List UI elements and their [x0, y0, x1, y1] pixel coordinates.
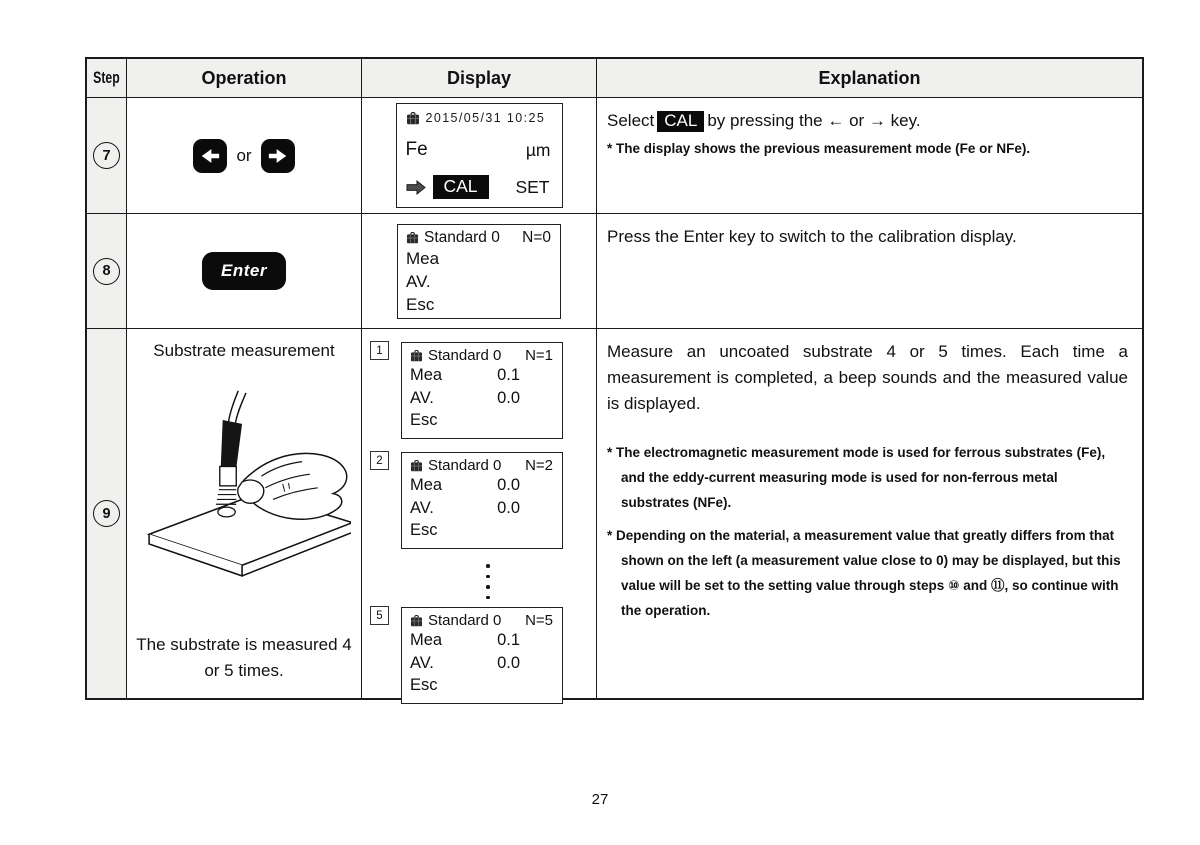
lcd-screen-menu: [396, 103, 563, 208]
operation-cell-7: [127, 98, 362, 214]
briefcase-grid-icon: [406, 232, 419, 244]
lcd-status-row: [406, 111, 553, 125]
procedure-table: [85, 57, 1144, 700]
lcd-n-count: N=0: [522, 228, 551, 246]
step-number-9: [93, 500, 120, 527]
lcd-mode-row: [406, 139, 553, 161]
lcd-esc-row: [406, 293, 552, 316]
lcd-panel-group-1: [368, 342, 563, 439]
operation-title: Substrate measurement: [153, 341, 335, 360]
right-arrow-key-icon: [261, 139, 295, 173]
lcd-mode-value: Fe: [405, 139, 428, 160]
display-cell-9: [362, 329, 597, 698]
thick-right-arrow-icon: [406, 180, 426, 195]
step-cell-9: [87, 329, 127, 698]
operation-cell-8: [127, 214, 362, 329]
lcd-mea-label: Mea: [410, 366, 443, 384]
explanation-line: [607, 108, 1128, 133]
lcd-mea-row: [410, 474, 554, 497]
note-previous-mode: * The display shows the previous measurement mode (Fe or NFe).: [607, 141, 1031, 156]
lcd-av-label: AV.: [406, 271, 431, 291]
lcd-panel-group-2: [368, 452, 563, 549]
briefcase-grid-icon: [406, 112, 420, 125]
lcd-standard-label: Standard 0: [428, 347, 502, 364]
briefcase-grid-icon: [410, 615, 423, 627]
col-header-step-label: Step: [93, 68, 120, 87]
left-arrow-key-icon: [193, 139, 227, 173]
panel-tag-1-digit: 1: [376, 344, 383, 357]
lcd-title-row: [410, 612, 554, 629]
lcd-standard-label: Standard 0: [424, 228, 500, 246]
explanation-cell-9: [597, 329, 1142, 698]
lcd-mea-row: [406, 247, 552, 270]
note-material-deviation: * Depending on the material, a measurement value that greatly differs from that shown on the left (a measurement value close to 0) may be displayed, but this value will be set to the setting value through steps ⑩ and ⑪, so continue with the operation.: [607, 528, 1121, 618]
step-number-9-digit: 9: [102, 505, 111, 522]
lcd-av-row: [410, 652, 554, 675]
lcd-esc-label: Esc: [410, 411, 438, 429]
lcd-cal-option: CAL: [433, 175, 489, 199]
operation-cell-9: [127, 329, 362, 698]
lcd-datetime: 2015/05/31 10:25: [425, 111, 546, 125]
panel-tag-2-digit: 2: [376, 454, 383, 467]
panel-tag-2: [370, 451, 389, 470]
lcd-esc-row: [410, 409, 554, 432]
col-header-operation-label: Operation: [201, 67, 287, 88]
explanation-text-post: by pressing the ← or → key.: [707, 111, 921, 130]
lcd-av-row: [410, 497, 554, 520]
col-header-explanation: [597, 59, 1142, 98]
explanation-cell-8: [597, 214, 1142, 329]
display-cell-8: [362, 214, 597, 329]
lcd-av-label: AV.: [410, 498, 434, 517]
lcd-n-count: N=5: [525, 612, 553, 629]
lcd-n-count: N=1: [525, 347, 553, 364]
lcd-title-row: [410, 347, 554, 364]
lcd-standard-label: Standard 0: [428, 457, 502, 474]
col-header-display: [362, 59, 597, 98]
step-number-7: [93, 142, 120, 169]
step-number-8: [93, 258, 120, 285]
or-label: or: [236, 145, 252, 165]
lcd-screen-n1: [401, 342, 563, 439]
lcd-mea-value: 0.1: [497, 366, 520, 384]
lcd-mea-label: Mea: [410, 476, 443, 494]
lcd-screen-n2: [401, 452, 563, 549]
display-cell-7: [362, 98, 597, 214]
step-cell-8: [87, 214, 127, 329]
panel-tag-5: [370, 606, 389, 625]
lcd-screen-n5: [401, 607, 563, 704]
explanation-line: Press the Enter key to switch to the calibration display.: [607, 227, 1017, 246]
explanation-cell-7: [597, 98, 1142, 214]
enter-key-label: Enter: [221, 261, 267, 280]
briefcase-grid-icon: [410, 460, 423, 472]
lcd-mea-label: Mea: [406, 248, 440, 268]
lcd-av-value: 0.0: [497, 498, 520, 517]
lcd-mea-value: 0.1: [497, 631, 520, 649]
lcd-esc-label: Esc: [410, 676, 438, 694]
arrow-keys-group: [193, 139, 294, 173]
lcd-title-row: [410, 457, 554, 474]
lcd-av-row: [406, 270, 552, 293]
lcd-mea-value: 0.0: [497, 476, 520, 494]
lcd-esc-row: [410, 674, 554, 697]
step-number-7-digit: 7: [102, 147, 111, 164]
lcd-esc-row: [410, 519, 554, 542]
briefcase-grid-icon: [410, 350, 423, 362]
lcd-set-option: SET: [515, 176, 550, 197]
col-header-explanation-label: Explanation: [818, 67, 921, 88]
lcd-title-row: [406, 229, 552, 247]
operation-caption: The substrate is measured 4 or 5 times.: [136, 635, 352, 680]
lcd-mea-row: [410, 629, 554, 652]
lcd-mea-row: [410, 364, 554, 387]
lcd-n-count: N=2: [525, 457, 553, 474]
lcd-mea-label: Mea: [410, 631, 443, 649]
lcd-av-label: AV.: [410, 653, 434, 672]
lcd-esc-label: Esc: [406, 294, 435, 314]
panel-tag-5-digit: 5: [376, 609, 383, 622]
hand-probe-illustration: [137, 361, 351, 632]
lcd-av-value: 0.0: [497, 388, 520, 407]
note-measurement-modes: * The electromagnetic measurement mode is used for ferrous substrates (Fe), and the eddy-current measuring mode is used for non-ferrous metal substrates (NFe).: [607, 445, 1106, 510]
lcd-standard-label: Standard 0: [428, 612, 502, 629]
col-header-step: [87, 59, 127, 98]
lcd-av-row: [410, 387, 554, 410]
enter-key-button: [202, 252, 286, 290]
step-cell-7: [87, 98, 127, 214]
panel-tag-1: [370, 341, 389, 360]
lcd-unit-label: µm: [525, 140, 551, 160]
col-header-operation: [127, 59, 362, 98]
page-number: 27: [591, 791, 609, 808]
lcd-menu-row: [406, 175, 553, 199]
explanation-paragraph: Measure an uncoated substrate 4 or 5 times. Each time a measurement is completed, a beep sounds and the measured value is displayed.: [607, 342, 1128, 413]
cal-highlight: CAL: [657, 111, 704, 132]
col-header-display-label: Display: [446, 67, 512, 88]
lcd-av-label: AV.: [410, 388, 434, 407]
lcd-screen-standard0: [397, 224, 561, 319]
lcd-panel-group-5: [368, 607, 563, 704]
explanation-text-pre: Select: [607, 111, 655, 130]
lcd-av-value: 0.0: [497, 653, 520, 672]
lcd-esc-label: Esc: [410, 521, 438, 539]
ellipsis-dots: [407, 564, 569, 599]
step-number-8-digit: 8: [102, 263, 111, 279]
